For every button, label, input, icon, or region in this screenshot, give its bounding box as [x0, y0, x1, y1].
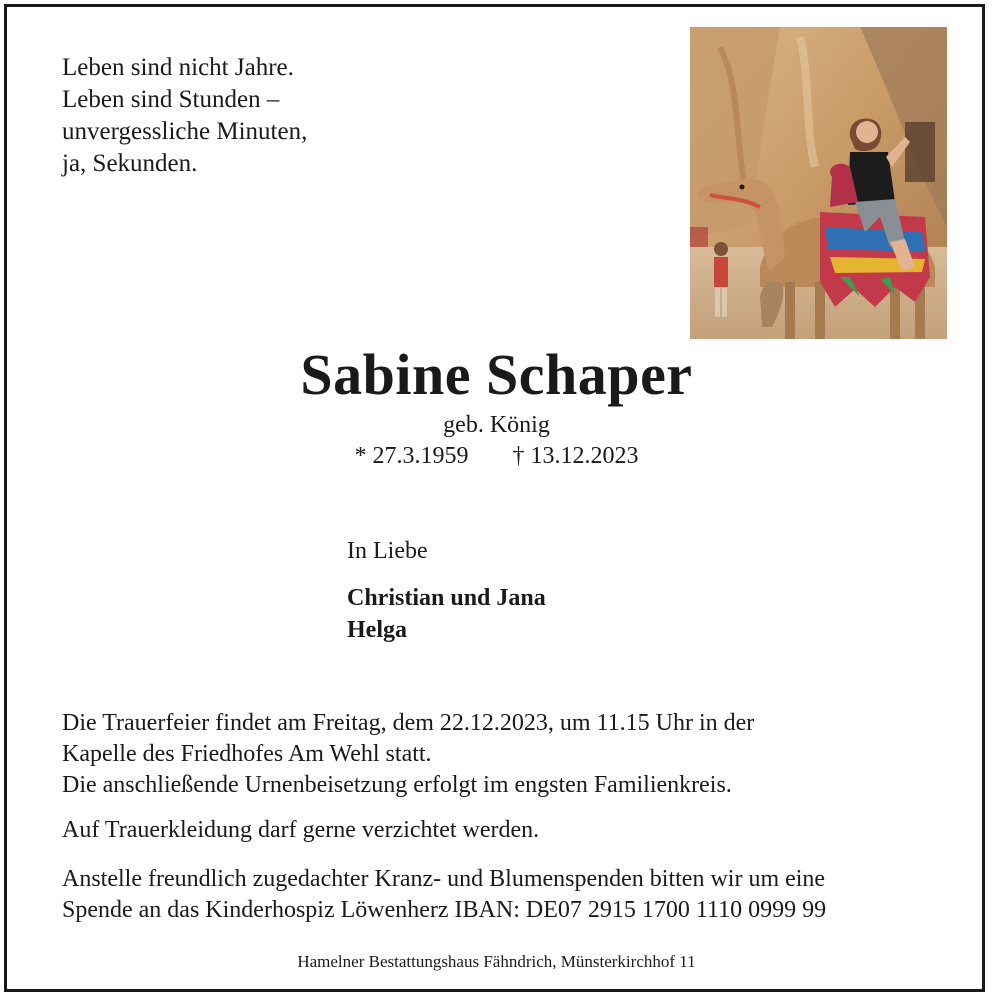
portrait-photo — [690, 27, 947, 339]
birth-date: * 27.3.1959 — [354, 443, 469, 469]
ceremony-paragraph — [62, 708, 754, 801]
poem-line: Leben sind nicht Jahre. — [62, 54, 294, 81]
poem-line: Leben sind Stunden – — [62, 86, 280, 113]
ceremony-line: Die anschließende Urnenbeisetzung erfolgt im engsten Familienkreis. — [62, 772, 732, 798]
mourner-name: Christian und Jana — [347, 585, 546, 611]
death-date: † 13.12.2023 — [512, 443, 639, 469]
portrait-photo-illustration — [690, 27, 947, 339]
funeral-home-footer: Hamelner Bestattungshaus Fähndrich, Münsterkirchhof 11 — [297, 952, 696, 971]
deceased-name: Sabine Schaper — [300, 342, 693, 407]
maiden-name: geb. König — [443, 412, 550, 438]
mourner-name: Helga — [347, 617, 407, 643]
donation-line: Spende an das Kinderhospiz Löwenherz IBAN: DE07 2915 1700 1110 0999 99 — [62, 897, 827, 923]
poem-line: ja, Sekunden. — [62, 150, 198, 177]
donation-line: Anstelle freundlich zugedachter Kranz- und Blumenspenden bitten wir um eine — [62, 866, 826, 892]
poem-line: unvergessliche Minuten, — [62, 118, 308, 145]
donation-paragraph — [62, 864, 826, 926]
mourners-intro: In Liebe — [347, 538, 428, 564]
mourners-list — [347, 582, 546, 646]
ceremony-line: Kapelle des Friedhofes Am Wehl statt. — [62, 741, 432, 767]
dress-code-paragraph: Auf Trauerkleidung darf gerne verzichtet werden. — [62, 817, 540, 843]
life-dates — [0, 441, 993, 471]
ceremony-line: Die Trauerfeier findet am Freitag, dem 22.12.2023, um 11.15 Uhr in der — [62, 710, 755, 736]
poem — [62, 52, 307, 180]
